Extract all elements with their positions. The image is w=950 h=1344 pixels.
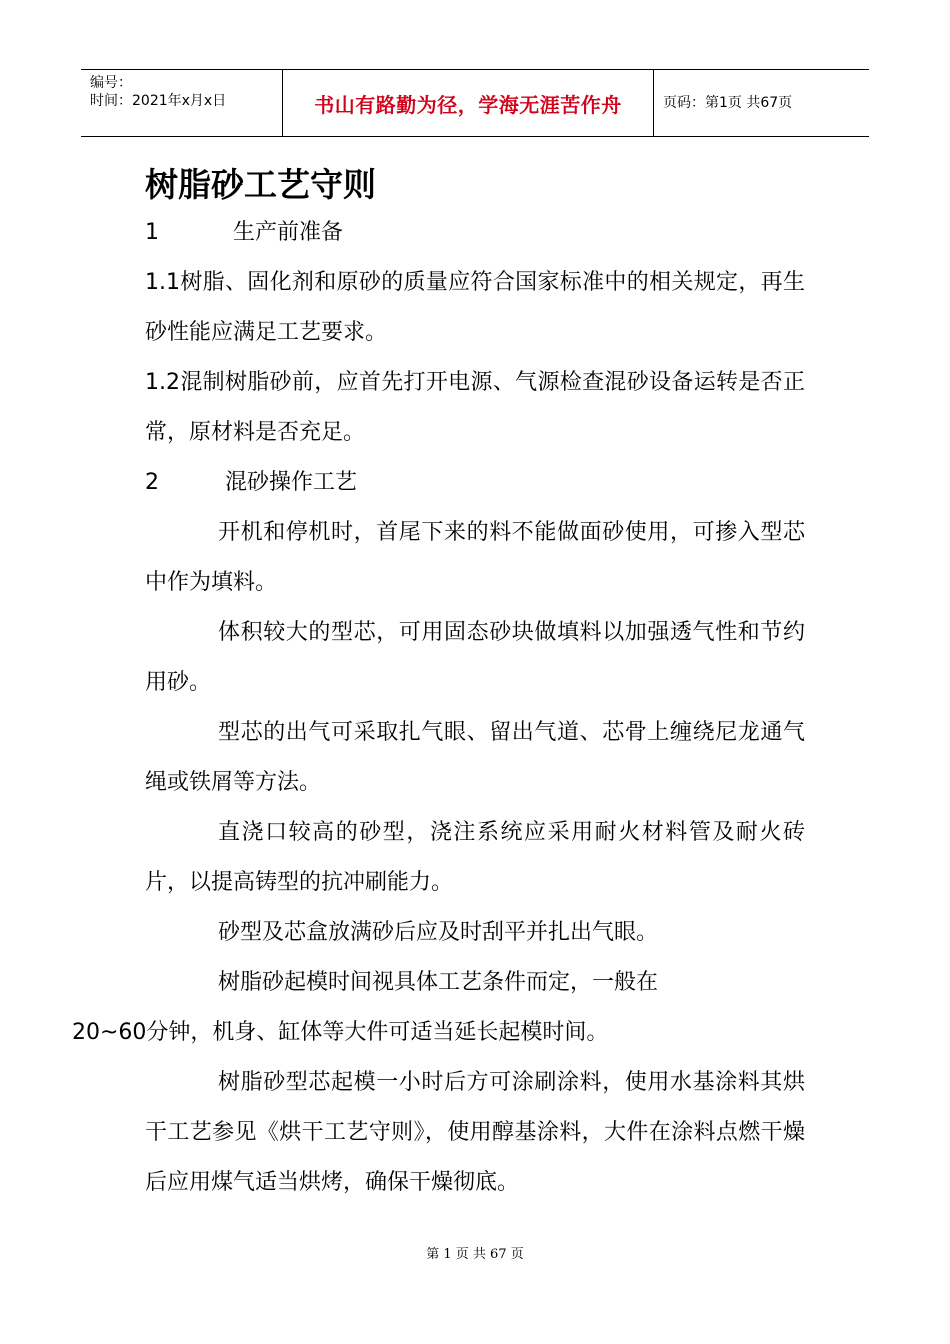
- section-heading-1: [145, 208, 805, 258]
- page-code: 页码：第1页 共67页: [663, 95, 793, 111]
- paragraph-text: 分钟，机身、缸体等大件可适当延长起模时间。: [146, 1020, 609, 1045]
- paragraph-text: 混制树脂砂前，应首先打开电源、气源检查混砂设备运转是否正常，原材料是否充足。: [145, 370, 805, 445]
- time-range: 20~60: [72, 1020, 147, 1045]
- paragraph-1-1: [145, 258, 805, 358]
- paragraph-2-7: 树脂砂型芯起模一小时后方可涂刷涂料，使用水基涂料其烘干工艺参见《烘干工艺守则》，使用醇基涂料，大件在涂料点燃干燥后应用煤气适当烘烤，确保干燥彻底。: [145, 1070, 805, 1195]
- header-motto: 书山有路勤为径，学海无涯苦作舟: [314, 93, 622, 117]
- paragraph-2-3: 型芯的出气可采取扎气眼、留出气道、芯骨上缠绕尼龙通气绳或铁屑等方法。: [145, 720, 805, 795]
- header-middle-cell: [283, 70, 654, 136]
- section-title: 混砂操作工艺: [225, 470, 358, 495]
- paragraph-2-5: 砂型及芯盒放满砂后应及时刮平并扎出气眼。: [218, 920, 659, 945]
- paragraph-number: 1.2: [145, 370, 180, 395]
- document-body: [72, 160, 805, 1208]
- paragraph-text: 树脂砂起模时间视具体工艺条件而定，一般在: [218, 970, 659, 995]
- section-title: 生产前准备: [233, 220, 344, 245]
- paragraph-2-2: 体积较大的型芯，可用固态砂块做填料以加强透气性和节约用砂。: [145, 620, 805, 695]
- section-heading-2: [145, 458, 805, 508]
- paragraph-text: 树脂、固化剂和原砂的质量应符合国家标准中的相关规定，再生砂性能应满足工艺要求。: [145, 270, 805, 345]
- paragraph-2-6: [72, 958, 805, 1058]
- section-number: 2: [145, 470, 159, 495]
- header-left-cell: [81, 70, 283, 136]
- time-label: 时间：2021年x月x日: [90, 93, 227, 109]
- page-footer: 第 1 页 共 67 页: [426, 1247, 524, 1262]
- number-label: 编号：: [90, 75, 132, 91]
- paragraph-2-4: 直浇口较高的砂型，浇注系统应采用耐火材料管及耐火砖片，以提高铸型的抗冲刷能力。: [145, 820, 805, 895]
- section-number: 1: [145, 220, 159, 245]
- paragraph-number: 1.1: [145, 270, 180, 295]
- page-title: 树脂砂工艺守则: [145, 165, 376, 204]
- paragraph-2-1: 开机和停机时，首尾下来的料不能做面砂使用，可掺入型芯中作为填料。: [145, 520, 805, 595]
- header-right-cell: [654, 70, 869, 136]
- document-header: [81, 69, 869, 137]
- paragraph-1-2: [145, 358, 805, 458]
